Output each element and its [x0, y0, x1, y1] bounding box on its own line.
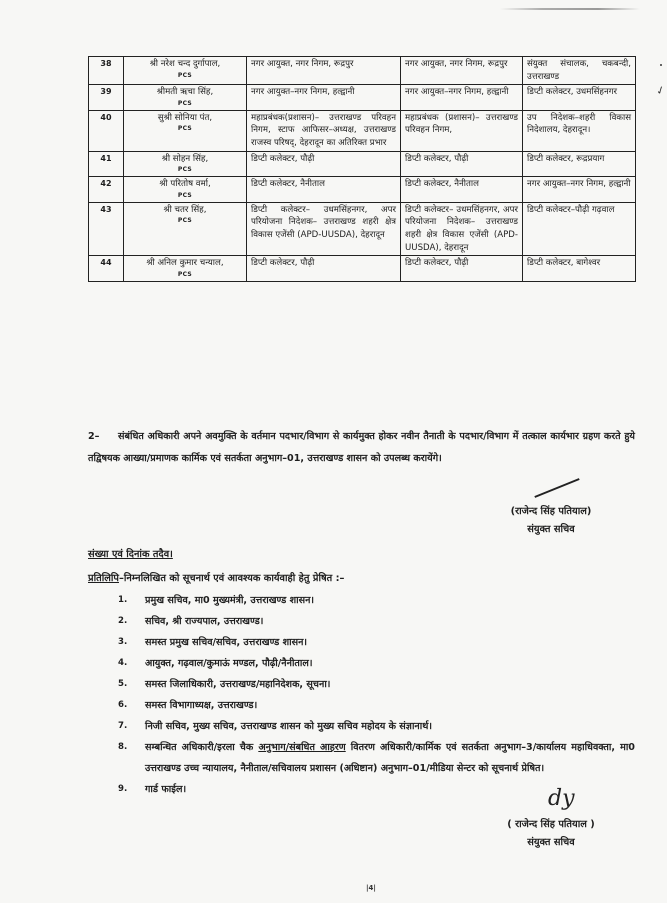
list-item: [118, 716, 635, 737]
item-number: 4.: [118, 658, 128, 668]
list-item: [118, 590, 635, 611]
relieved-posting: नगर आयुक्त–नगर निगम, हल्द्वानी: [401, 85, 523, 111]
cadre: PCS: [177, 125, 193, 133]
recipient-list: [118, 590, 635, 800]
officer-name: श्रीमती ऋचा सिंह,: [156, 87, 214, 98]
item-text-underlined: अनुभाग/संबधित आहरण: [258, 742, 346, 753]
officer-name-cell: [124, 151, 247, 177]
item-number: 6.: [118, 700, 128, 710]
list-item: [118, 674, 635, 695]
relieved-posting: महाप्रबंधक (प्रशासन)– उत्तराखण्ड परिवहन निगम,: [401, 110, 523, 151]
table-row: [89, 85, 636, 111]
serial-number: 42: [89, 177, 124, 203]
serial-number: 41: [89, 151, 124, 177]
item-number: 9.: [118, 784, 128, 794]
item-number: 7.: [118, 721, 128, 731]
list-item: [118, 653, 635, 674]
current-posting: नगर आयुक्त–नगर निगम, हल्द्वानी: [247, 85, 401, 111]
item-number: 2.: [118, 616, 128, 626]
cadre: PCS: [177, 270, 193, 278]
item-text-pre: सम्बन्धित अधिकारी/इरला चैक: [145, 742, 259, 753]
new-posting: डिप्टी कलेक्टर–पौढ़ी गढ़वाल: [523, 202, 636, 255]
officer-name-cell: [124, 85, 247, 111]
item-text-post: वितरण अधिकारी/कार्मिक एवं सतर्कता अनुभाग–3/कार्यालय महाधिवक्ता, मा0 उत्तराखण्ड उच्च न्यायालय, नैनीताल/सचिवालय प्रशासन (अधिष्टान) अनुभाग–01/मीडिया सेन्टर को सूचनार्थ प्रेषित।: [145, 742, 635, 774]
cadre: PCS: [177, 99, 193, 107]
table-row: [89, 151, 636, 177]
officer-name: श्री परितोष वर्मा,: [159, 179, 211, 190]
officer-name-cell: [124, 110, 247, 151]
signature-block: [476, 503, 626, 539]
current-posting: महाप्रबंधक(प्रशासन)– उत्तराखण्ड परिवहन निगम, स्टाफ आफिसर–अध्यक्ष, उत्तराखण्ड राजस्व परिषद्, देहरादून का अतिरिक्त प्रभार: [247, 110, 401, 151]
relieved-posting: नगर आयुक्त, नगर निगम, रूद्रपुर: [401, 57, 523, 85]
officer-name-cell: [124, 202, 247, 255]
relieved-posting: डिप्टी कलेक्टर, पौढ़ी: [401, 151, 523, 177]
new-posting: डिप्टी कलेक्टर, उधमसिंहनगर: [523, 85, 636, 111]
officer-name-cell: [124, 177, 247, 203]
officer-name: श्री अनिल कुमार चन्याल,: [146, 258, 224, 269]
officer-name-cell: [124, 57, 247, 85]
item-number: 5.: [118, 679, 128, 689]
serial-number: 40: [89, 110, 124, 151]
new-posting: डिप्टी कलेक्टर, रूद्रप्रयाग: [523, 151, 636, 177]
table-row: [89, 57, 636, 85]
serial-number: 38: [89, 57, 124, 85]
signatory-designation: संयुक्त सचिव: [527, 524, 575, 535]
copy-heading-text: –निम्नलिखित को सूचनार्थ एवं आवश्यक कार्यवाही हेतु प्रेषित :–: [118, 573, 345, 584]
cadre: PCS: [177, 71, 193, 79]
item-text: समस्त जिलाधिकारी, उत्तराखण्ड/महानिदेशक, सूचना।: [145, 679, 331, 690]
signature-stroke: [534, 478, 579, 498]
page-number: |4|: [366, 884, 376, 892]
officer-name: श्री चतर सिंह,: [163, 204, 207, 215]
scan-smudge: [500, 8, 640, 10]
item-number: 3.: [118, 637, 128, 647]
item-number: 1.: [118, 595, 128, 605]
table-row: [89, 256, 636, 282]
instruction-paragraph: [88, 426, 635, 470]
item-text: सचिव, श्री राज्यपाल, उत्तराखण्ड।: [145, 616, 264, 627]
serial-number: 44: [89, 256, 124, 282]
paragraph-text: संबंधित अधिकारी अपने अवमुक्ति के वर्तमान पदभार/विभाग से कार्यमुक्त होकर नवीन तैनाती के पदभार/विभाग में तत्काल कार्यभार ग्रहण करते हुये तद्विषयक आख्या/प्रमाणक कार्मिक एवं सतर्कता अनुभाग–01, उत्तराखण्ड शासन को उपलब्ध करायेंगे।: [88, 431, 635, 464]
copy-label: प्रतिलिपि: [88, 573, 119, 584]
new-posting: नगर आयुक्त–नगर निगम, हल्द्वानी: [523, 177, 636, 203]
current-posting: डिप्टी कलेक्टर– उधमसिंहनगर, अपर परियोजना निदेशक– उत्तराखण्ड शहरी क्षेत्र विकास एजेंसी (APD-UUSDA), देहरादून: [247, 202, 401, 255]
signature-initials: dy: [548, 786, 575, 811]
item-text: समस्त विभागाध्यक्ष, उत्तराखण्ड।: [145, 700, 258, 711]
postings-table: [88, 56, 636, 282]
list-item: [118, 737, 635, 779]
item-text: समस्त प्रमुख सचिव/सचिव, उत्तराखण्ड शासन।: [145, 637, 308, 648]
item-text: प्रमुख सचिव, मा0 मुख्यमंत्री, उत्तराखण्ड शासन।: [145, 595, 315, 606]
current-posting: डिप्टी कलेक्टर, पौढ़ी: [247, 256, 401, 282]
new-posting: उप निदेशक–शहरी विकास निदेशालय, देहरादून।: [523, 110, 636, 151]
officer-name-cell: [124, 256, 247, 282]
item-text: आयुक्त, गढ़वाल/कुमाऊं मण्डल, पौढ़ी/नैनीताल।: [145, 658, 313, 669]
relieved-posting: डिप्टी कलेक्टर– उधमसिंहनगर, अपर परियोजना निदेशक– उत्तराखण्ड शहरी क्षेत्र विकास एजेंसी (APD-UUSDA), देहरादून: [401, 202, 523, 255]
new-posting: संयुक्त संचालक, चकबन्दी, उत्तराखण्ड: [523, 57, 636, 85]
signatory-name: (राजेन्द सिंह पतियाल): [510, 506, 592, 517]
list-item: [118, 695, 635, 716]
serial-number: 43: [89, 202, 124, 255]
current-posting: नगर आयुक्त, नगर निगम, रूद्रपुर: [247, 57, 401, 85]
officer-name: श्री नरेश चन्द दुर्गापाल,: [149, 59, 221, 69]
relieved-posting: डिप्टी कलेक्टर, नैनीताल: [401, 177, 523, 203]
cadre: PCS: [177, 217, 193, 225]
table-row: [89, 110, 636, 151]
list-item: [118, 611, 635, 632]
current-posting: डिप्टी कलेक्टर, नैनीताल: [247, 177, 401, 203]
paragraph-number: 2–: [88, 431, 100, 442]
table-row: [89, 202, 636, 255]
serial-number: 39: [89, 85, 124, 111]
current-posting: डिप्टी कलेक्टर, पौढ़ी: [247, 151, 401, 177]
cadre: PCS: [177, 166, 193, 174]
new-posting: डिप्टी कलेक्टर, बागेश्वर: [523, 256, 636, 282]
item-number: 8.: [118, 742, 128, 752]
signatory-name: ( राजेन्द सिंह पतियाल ): [507, 819, 595, 830]
signatory-designation: संयुक्त सचिव: [527, 837, 575, 848]
item-text: गार्ड फाईल।: [145, 784, 187, 795]
relieved-posting: डिप्टी कलेक्टर, पौढ़ी: [401, 256, 523, 282]
margin-dot: [660, 64, 662, 66]
margin-tick-mark: ✓: [654, 82, 667, 99]
officer-name: श्री सोहन सिंह,: [161, 153, 209, 164]
signature-block: [476, 816, 626, 852]
copy-to-heading: [88, 571, 344, 584]
list-item: [118, 632, 635, 653]
reference-line: संख्या एवं दिनांक तदैव।: [88, 549, 173, 560]
item-text: निजी सचिव, मुख्य सचिव, उत्तराखण्ड शासन को मुख्य सचिव महोदय के संज्ञानार्थ।: [145, 721, 432, 732]
table-row: [89, 177, 636, 203]
cadre: PCS: [177, 191, 193, 199]
officer-name: सुश्री सोनिया पंत,: [157, 112, 213, 123]
